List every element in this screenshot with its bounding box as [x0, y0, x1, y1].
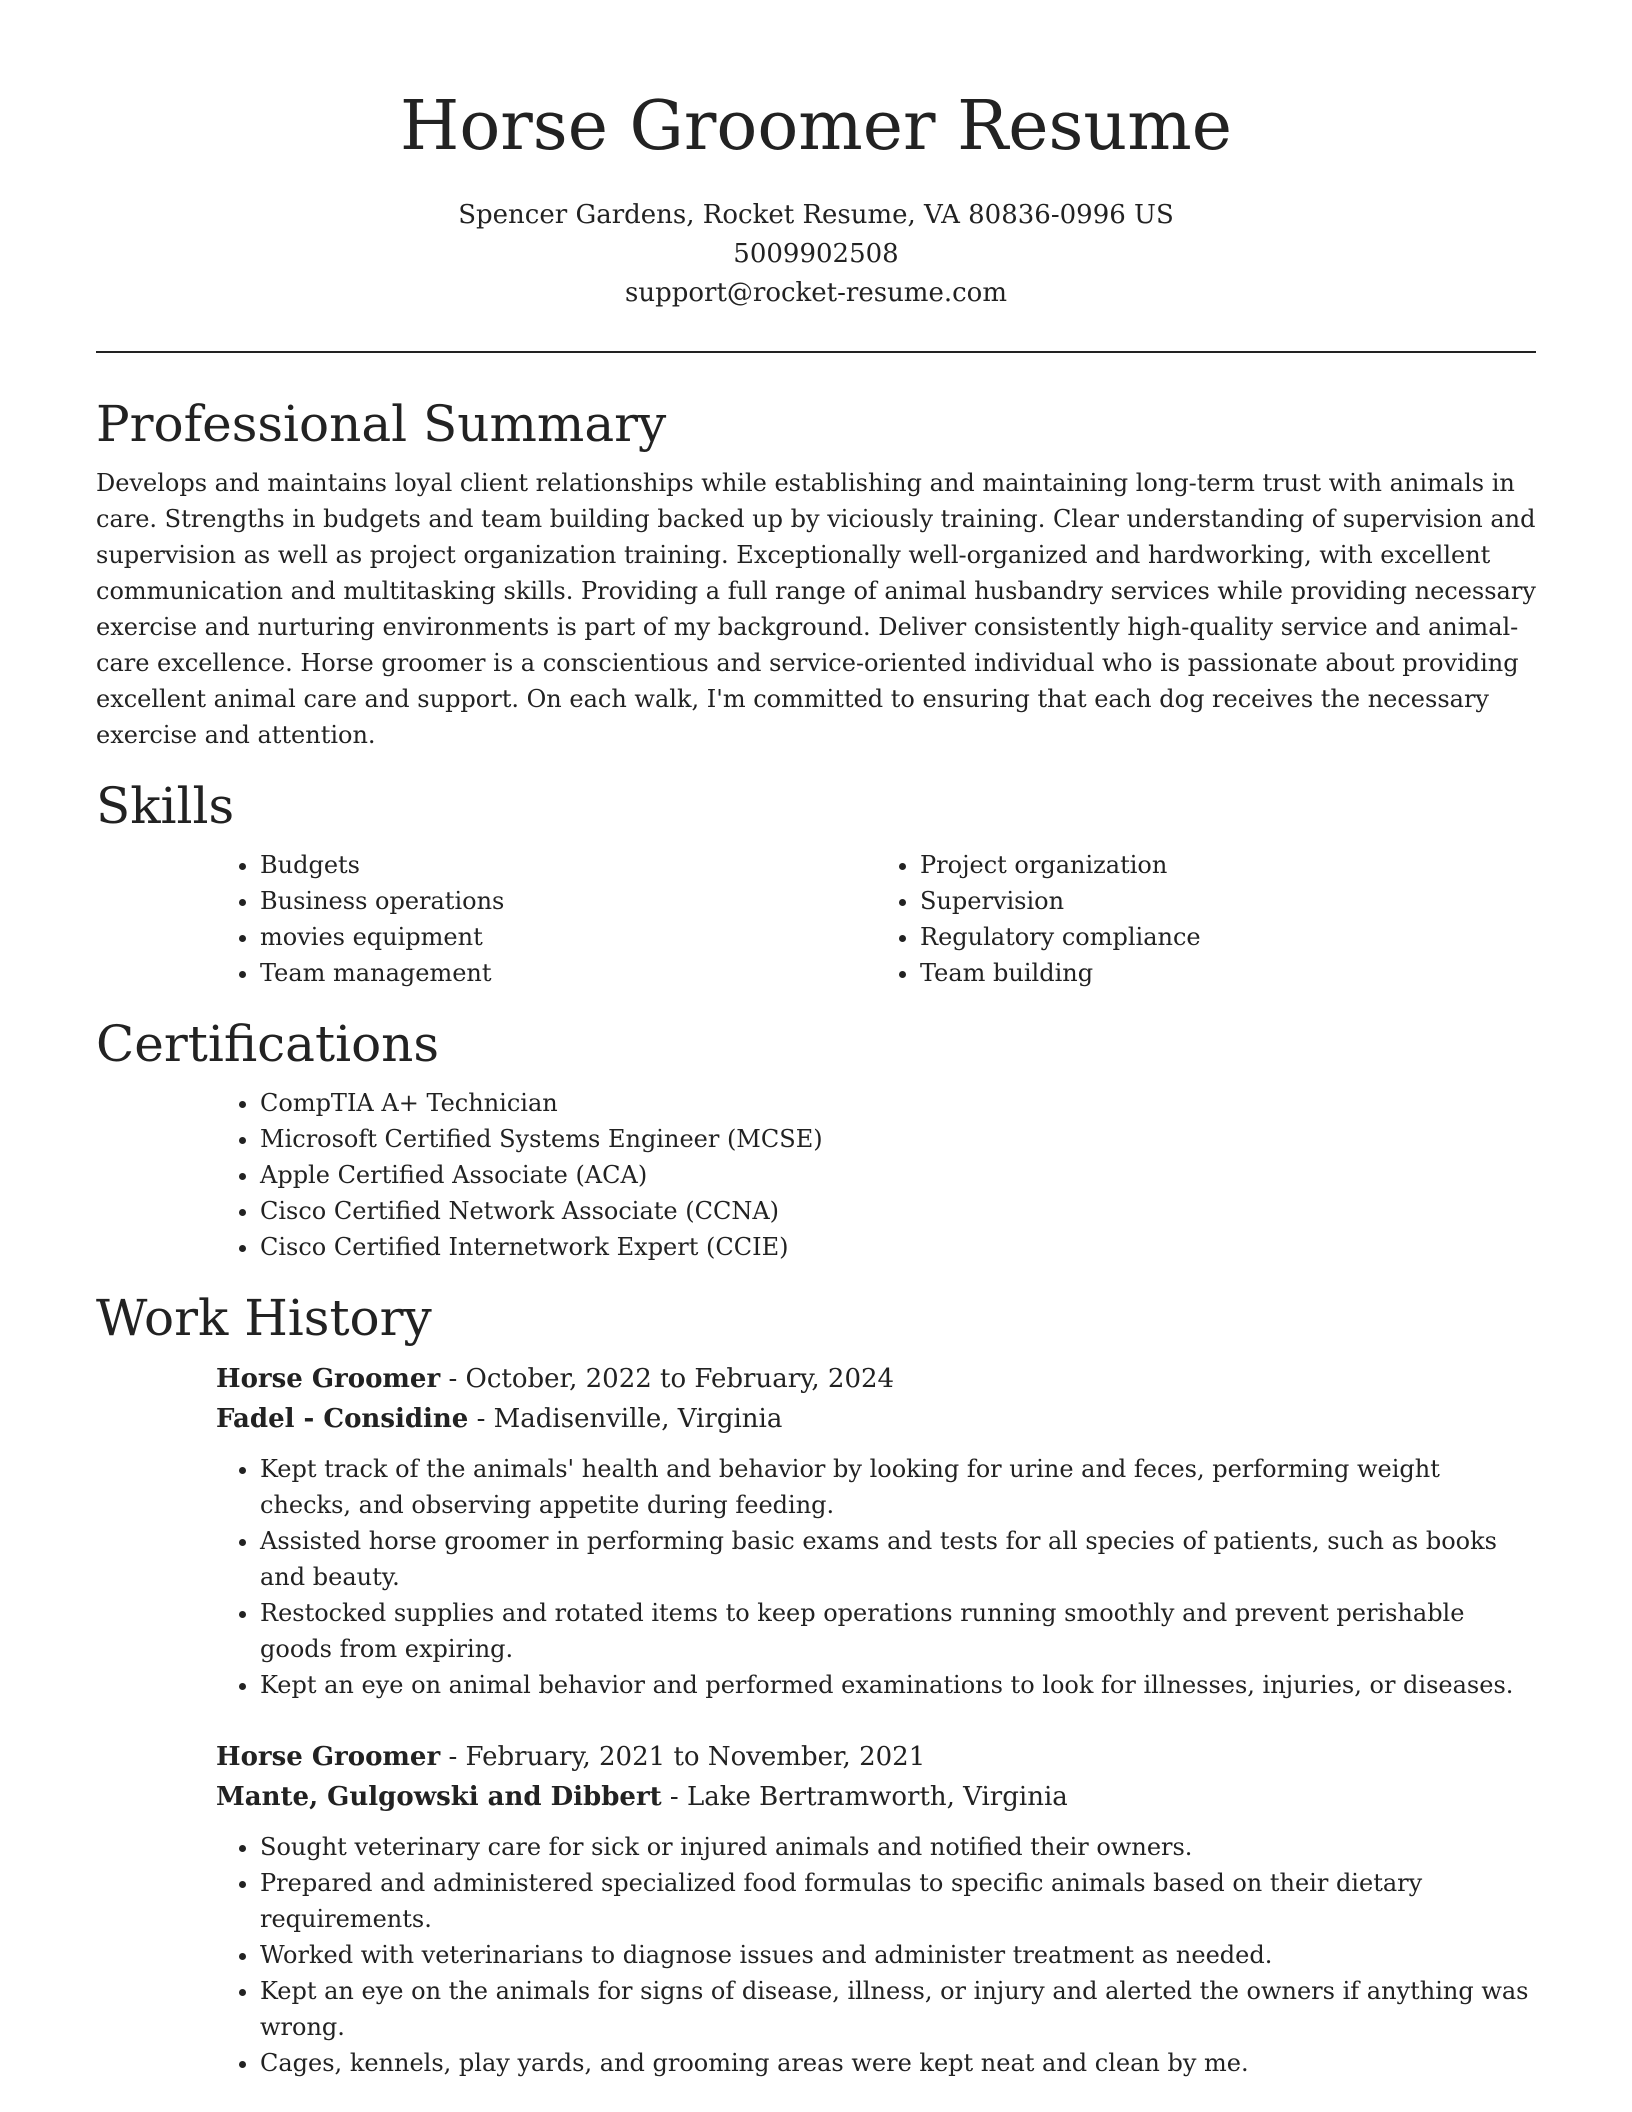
skill-item: • Business operations — [260, 883, 876, 919]
job-duty: • Cages, kennels, play yards, and grooming areas were kept neat and clean by me. — [260, 2045, 1536, 2081]
job-location: - Lake Bertramworth, Virginia — [661, 1782, 1068, 1812]
certification-item: • Apple Certified Associate (ACA) — [260, 1157, 1536, 1193]
job-duty: • Sought veterinary care for sick or injured animals and notified their owners. — [260, 1829, 1536, 1865]
summary-section — [96, 393, 1536, 753]
certification-item: • Cisco Certified Network Associate (CCNA) — [260, 1193, 1536, 1229]
job-duty: • Kept an eye on the animals for signs of disease, illness, or injury and alerted the owners if anything was wrong. — [260, 1973, 1536, 2045]
skill-item: • Supervision — [920, 883, 1536, 919]
job-duty: • Prepared and administered specialized food formulas to specific animals based on their dietary requirements. — [260, 1865, 1536, 1937]
summary-text: Develops and maintains loyal client relationships while establishing and maintaining long-term trust with animals in care. Strengths in budgets and team building backed up by viciously training. Clear understanding of supervision and supervision as well as project organization training. Exceptionally well-organized and hardworking, with excellent communication and multitasking skills. Providing a full range of animal husbandry services while providing necessary exercise and nurturing environments is part of my background. Deliver consistently high-quality service and animal-care excellence. Horse groomer is a conscientious and service-oriented individual who is passionate about providing excellent animal care and support. On each walk, I'm committed to ensuring that each dog receives the necessary exercise and attention. — [96, 469, 1536, 749]
job-duties-list — [216, 1451, 1536, 1703]
resume-title: Horse Groomer Resume — [400, 87, 1232, 166]
job-dates: - February, 2021 to November, 2021 — [440, 1742, 926, 1772]
job-duty: • Restocked supplies and rotated items to keep operations running smoothly and prevent perishable goods from expiring. — [260, 1595, 1536, 1667]
resume-header — [0, 0, 1632, 313]
job-company-line — [216, 1777, 1536, 1817]
header-divider — [96, 351, 1536, 353]
skill-item: • movies equipment — [260, 919, 876, 955]
job-company-line — [216, 1399, 1536, 1439]
skill-item: • Budgets — [260, 847, 876, 883]
certifications-section — [96, 1013, 1536, 1265]
job-role: Horse Groomer — [216, 1742, 441, 1772]
skill-item: • Project organization — [920, 847, 1536, 883]
skills-section — [96, 775, 1536, 991]
job-duty: • Kept an eye on animal behavior and performed examinations to look for illnesses, injuries, or diseases. — [260, 1667, 1536, 1703]
certifications-list — [216, 1085, 1536, 1265]
work-history-heading: Work History — [96, 1289, 432, 1347]
skills-heading: Skills — [96, 777, 235, 835]
job-location: - Madisenville, Virginia — [468, 1404, 783, 1434]
work-history-section — [96, 1287, 1536, 2081]
address: Spencer Gardens, Rocket Resume, VA 80836-0996 US — [458, 200, 1174, 230]
skills-list-right — [876, 847, 1536, 991]
certification-item: • Microsoft Certified Systems Engineer (MCSE) — [260, 1121, 1536, 1157]
job-title-line — [216, 1737, 1536, 1777]
job-role: Horse Groomer — [216, 1364, 441, 1394]
job-duty: • Kept track of the animals' health and behavior by looking for urine and feces, performing weight checks, and observing appetite during feeding. — [260, 1451, 1536, 1523]
skill-item: • Team building — [920, 955, 1536, 991]
skill-item: • Regulatory compliance — [920, 919, 1536, 955]
skills-grid — [216, 847, 1536, 991]
job-title-line — [216, 1359, 1536, 1399]
skill-item: • Team management — [260, 955, 876, 991]
job-entry — [216, 1359, 1536, 1703]
job-company: Mante, Gulgowski and Dibbert — [216, 1782, 662, 1812]
certification-item: • Cisco Certified Internetwork Expert (CCIE) — [260, 1229, 1536, 1265]
certifications-heading: Certifications — [96, 1015, 440, 1073]
certification-item: • CompTIA A+ Technician — [260, 1085, 1536, 1121]
job-duties-list — [216, 1829, 1536, 2081]
skills-list-left — [216, 847, 876, 991]
job-duty: • Worked with veterinarians to diagnose issues and administer treatment as needed. — [260, 1937, 1536, 1973]
job-dates: - October, 2022 to February, 2024 — [440, 1364, 895, 1394]
job-entry — [216, 1737, 1536, 2081]
summary-heading: Professional Summary — [96, 395, 667, 453]
job-company: Fadel - Considine — [216, 1404, 469, 1434]
email: support@rocket-resume.com — [624, 278, 1007, 308]
job-duty: • Assisted horse groomer in performing basic exams and tests for all species of patients, such as books and beauty. — [260, 1523, 1536, 1595]
phone: 5009902508 — [733, 239, 899, 269]
